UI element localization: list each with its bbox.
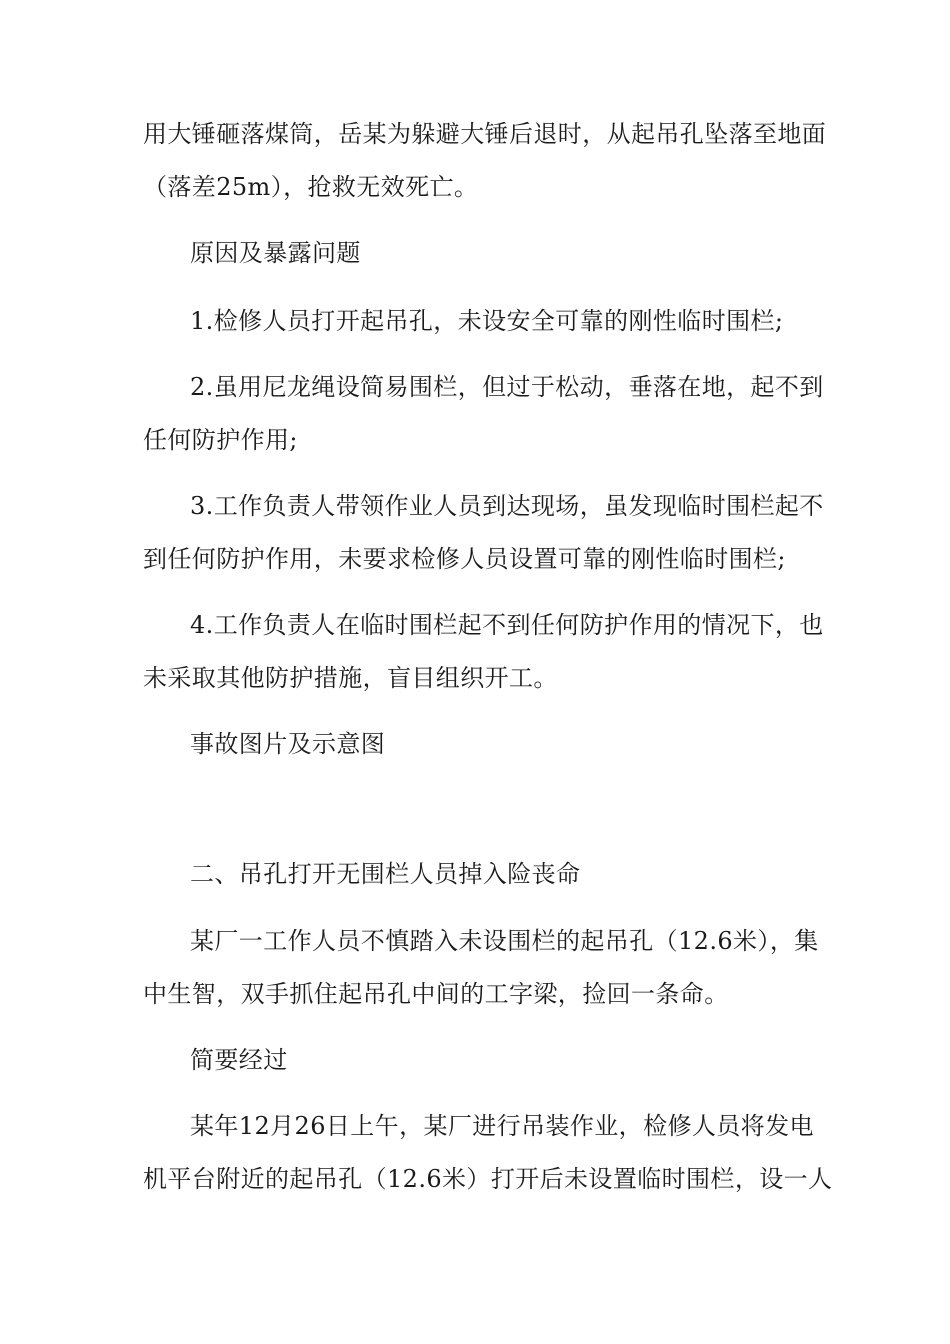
cause-item-4-line-2: 未采取其他防护措施，盲目组织开工。 <box>143 664 558 692</box>
cause-item-2-line-2: 任何防护作用; <box>143 426 298 454</box>
cause-item-4-line-1: 4.工作负责人在临时围栏起不到任何防护作用的情况下，也 <box>190 611 824 639</box>
section-heading-brief: 简要经过 <box>190 1046 288 1074</box>
case-two-title: 二、吊孔打开无围栏人员掉入险丧命 <box>190 860 581 888</box>
section-heading-causes: 原因及暴露问题 <box>190 239 361 267</box>
paragraph-1-line-1: 用大锤砸落煤筒，岳某为躲避大锤后退时，从起吊孔坠落至地面 <box>143 120 827 148</box>
cause-item-3-line-1: 3.工作负责人带领作业人员到达现场，虽发现临时围栏起不 <box>190 492 824 520</box>
brief-line-2: 机平台附近的起吊孔（12.6米）打开后未设置临时围栏，设一人 <box>143 1165 833 1193</box>
case-two-summary-line-2: 中生智，双手抓住起吊孔中间的工字梁，捡回一条命。 <box>143 980 729 1008</box>
brief-line-1: 某年12月26日上午，某厂进行吊装作业，检修人员将发电 <box>190 1112 814 1140</box>
cause-item-3-line-2: 到任何防护作用，未要求检修人员设置可靠的刚性临时围栏; <box>143 545 786 573</box>
section-heading-images: 事故图片及示意图 <box>190 730 386 758</box>
case-two-summary-line-1: 某厂一工作人员不慎踏入未设围栏的起吊孔（12.6米），集 <box>190 927 819 955</box>
cause-item-2-line-1: 2.虽用尼龙绳设简易围栏，但过于松动，垂落在地，起不到 <box>190 373 824 401</box>
paragraph-1-line-2: （落差25m），抢救无效死亡。 <box>143 173 479 201</box>
cause-item-1: 1.检修人员打开起吊孔，未设安全可靠的刚性临时围栏; <box>190 307 784 335</box>
